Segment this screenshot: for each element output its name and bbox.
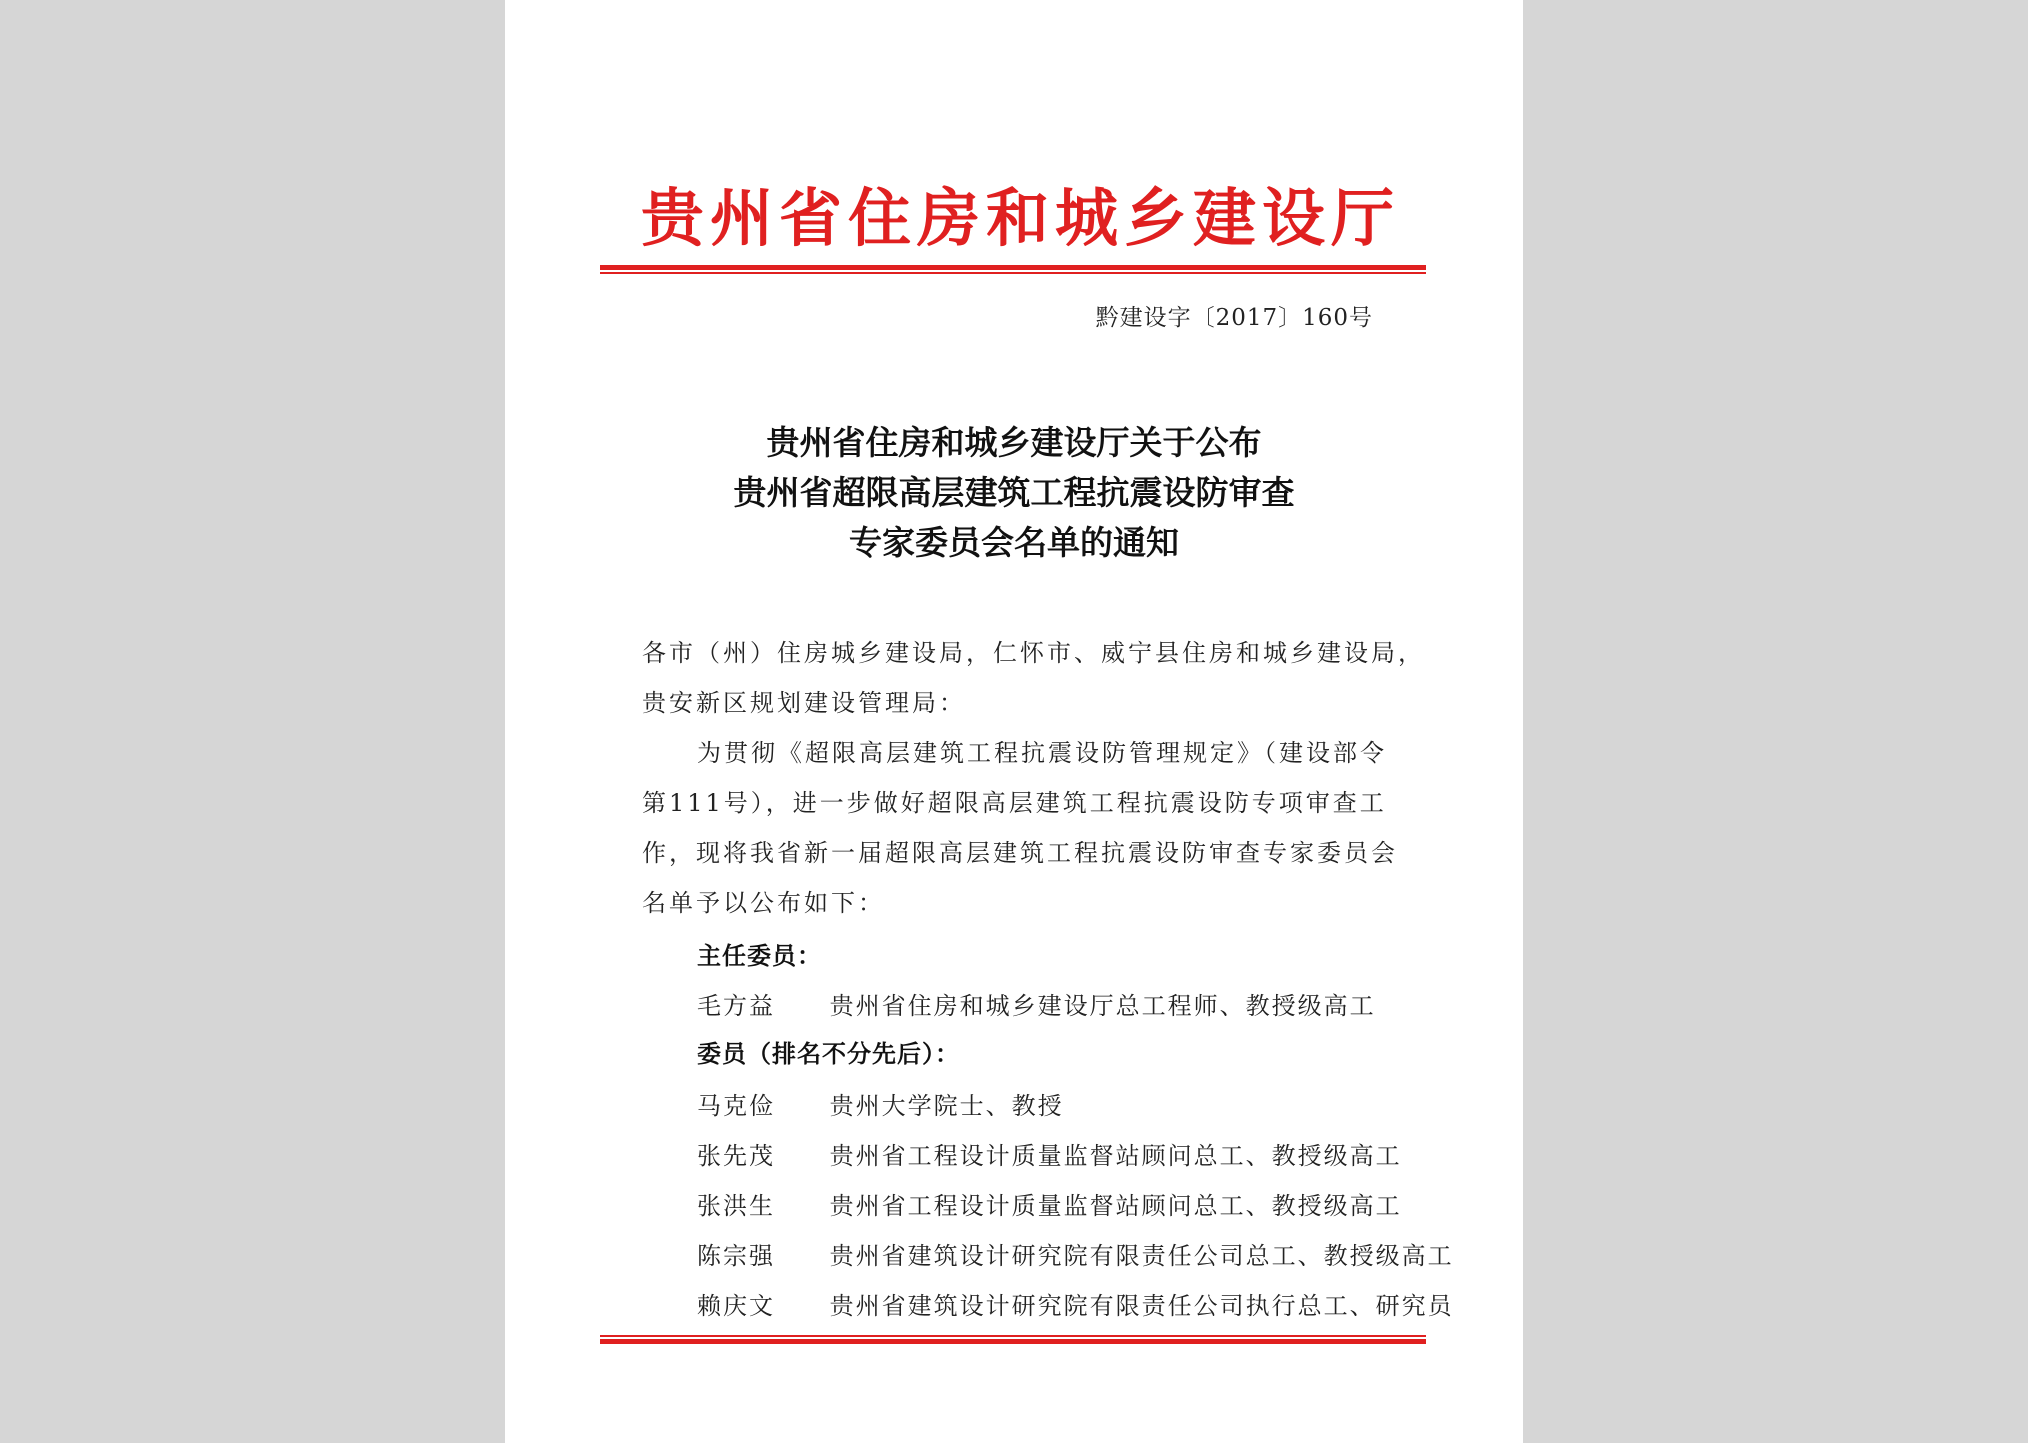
- header-red-rule-thin: [600, 272, 1426, 274]
- title-line-2: 贵州省超限高层建筑工程抗震设防审查: [733, 473, 1295, 512]
- chair-title: 贵州省住房和城乡建设厅总工程师、教授级高工: [829, 992, 1376, 1020]
- header-red-rule-thick: [600, 265, 1426, 270]
- member-row: [697, 1136, 1457, 1171]
- document-title: [505, 418, 1523, 568]
- title-line-1: 贵州省住房和城乡建设厅关于公布: [766, 423, 1262, 462]
- member-title: 贵州省建筑设计研究院有限责任公司执行总工、研究员: [829, 1292, 1454, 1320]
- chair-row: [697, 986, 1457, 1021]
- member-row: [697, 1086, 1457, 1121]
- title-line-3: 专家委员会名单的通知: [849, 523, 1179, 562]
- member-row: [697, 1286, 1457, 1321]
- member-name: 张洪生: [697, 1192, 775, 1220]
- chair-name: 毛方益: [697, 992, 775, 1020]
- masthead: 贵州省住房和城乡建设厅: [641, 181, 1400, 255]
- member-title: 贵州省工程设计质量监督站顾问总工、教授级高工: [829, 1192, 1402, 1220]
- member-name: 陈宗强: [697, 1242, 775, 1270]
- intro-line-3: 作，现将我省新一届超限高层建筑工程抗震设防审查专家委员会: [642, 839, 1398, 867]
- member-name: 张先茂: [697, 1142, 775, 1170]
- addressee-line-1: 各市（州）住房城乡建设局，仁怀市、威宁县住房和城乡建设局，: [642, 639, 1425, 667]
- document-number: 黔建设字〔2017〕160号: [1095, 305, 1373, 331]
- footer-red-rule-thin: [600, 1335, 1426, 1337]
- member-row: [697, 1236, 1457, 1271]
- member-row: [697, 1186, 1457, 1221]
- chair-heading: 主任委员：: [697, 942, 822, 970]
- intro-line-2: 第111号），进一步做好超限高层建筑工程抗震设防专项审查工: [642, 789, 1387, 817]
- footer-red-rule-thick: [600, 1339, 1426, 1344]
- member-name: 赖庆文: [697, 1292, 775, 1320]
- intro-line-4: 名单予以公布如下：: [642, 889, 885, 917]
- member-title: 贵州省工程设计质量监督站顾问总工、教授级高工: [829, 1142, 1402, 1170]
- document-page: [505, 0, 1523, 1443]
- member-title: 贵州大学院士、教授: [829, 1092, 1064, 1120]
- member-title: 贵州省建筑设计研究院有限责任公司总工、教授级高工: [829, 1242, 1454, 1270]
- intro-line-1: 为贯彻《超限高层建筑工程抗震设防管理规定》（建设部令: [697, 739, 1387, 767]
- member-name: 马克俭: [697, 1092, 775, 1120]
- addressee-paragraph: [642, 628, 1425, 728]
- addressee-line-2: 贵安新区规划建设管理局：: [642, 689, 966, 717]
- members-heading: 委员（排名不分先后）：: [697, 1040, 960, 1068]
- intro-paragraph: [642, 728, 1402, 928]
